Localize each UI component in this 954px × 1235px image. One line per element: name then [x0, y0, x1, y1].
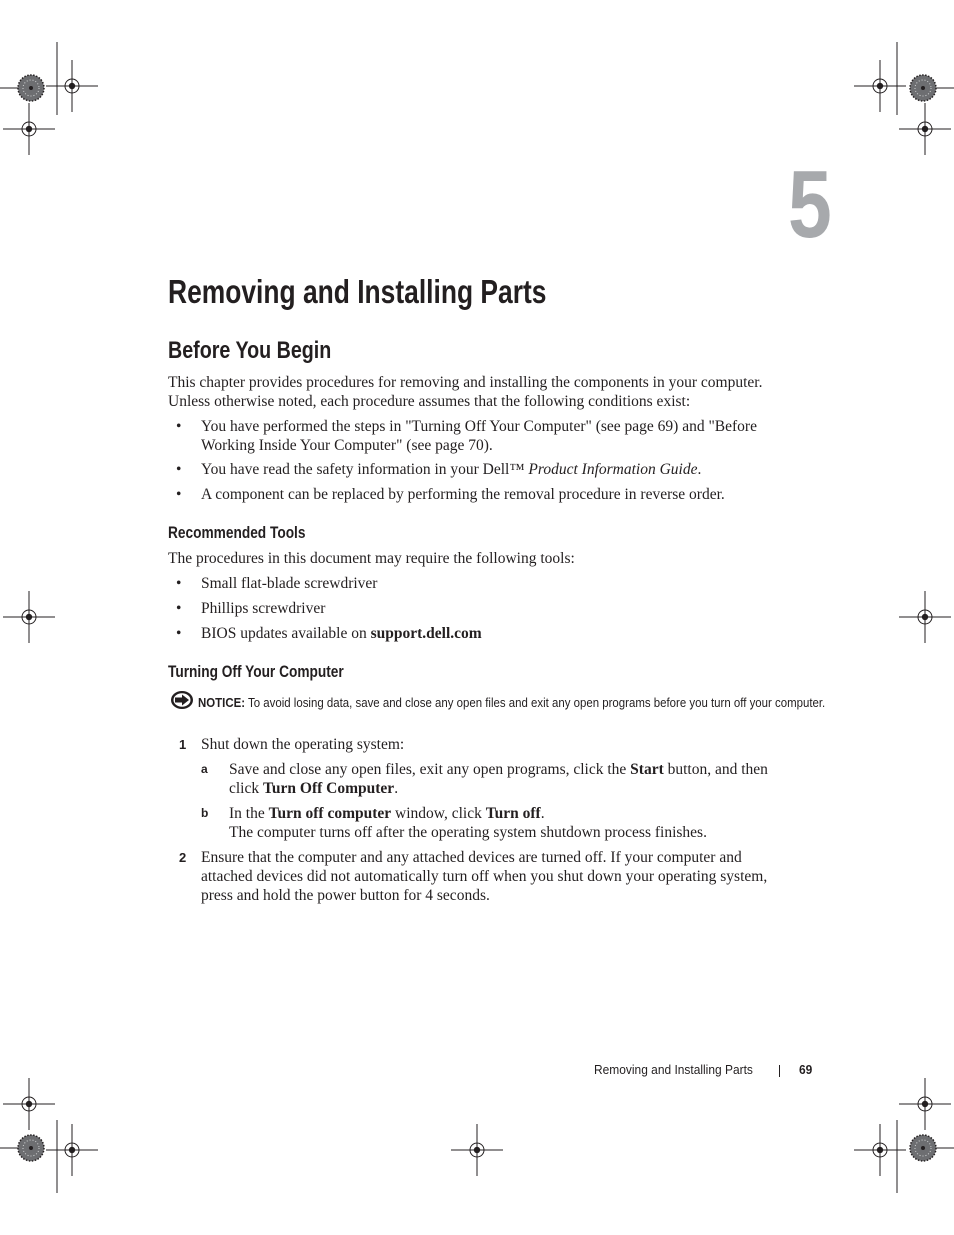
turn-off-computer-label: Turn Off Computer: [263, 780, 395, 797]
turn-off-computer-window-label: Turn off computer: [268, 805, 392, 822]
tools-intro: The procedures in this document may require the following tools:: [168, 550, 575, 567]
bullet-icon: •: [176, 418, 182, 435]
list-item-text: Phillips screwdriver: [201, 600, 326, 617]
crop-marks-mid-right: [899, 591, 951, 643]
step-text: Ensure that the computer and any attached devices are turned off. If your computer and attached devices did not automatically turn off when you shut down your operating system, press and hold the power button for 4 seconds.: [201, 849, 768, 904]
shutdown-heading: Turning Off Your Computer: [168, 663, 344, 681]
list-item-text: Small flat-blade screwdriver: [201, 575, 378, 592]
substep-letter: b: [201, 806, 209, 820]
section-heading: Before You Begin: [168, 337, 332, 364]
substep-text: In the Turn off computer window, click Turn off. The computer turns off after the operating system shutdown process finishes.: [229, 805, 707, 841]
bullet-icon: •: [176, 461, 182, 478]
substep-text: Save and close any open files, exit any open programs, click the Start button, and then click Turn Off Computer.: [229, 761, 768, 797]
list-item-text: A component can be replaced by performing the removal procedure in reverse order.: [201, 486, 725, 503]
crop-marks-bottom-center: [451, 1124, 503, 1176]
chapter-number: 5: [788, 151, 831, 258]
footer-divider: [779, 1065, 780, 1077]
step-text: Shut down the operating system:: [201, 736, 405, 753]
list-item-text: You have performed the steps in "Turning Off Your Computer" (see page 69) and "Before Working Inside Your Computer" (see page 70).: [201, 418, 757, 454]
chapter-title: Removing and Installing Parts: [168, 273, 547, 310]
crop-marks-mid-left: [3, 591, 55, 643]
section-intro: This chapter provides procedures for removing and installing the components in your computer. Unless otherwise noted, each procedure assumes that the following conditions exist:: [168, 374, 763, 410]
step-number: 1: [179, 737, 187, 752]
start-button-label: Start: [630, 761, 664, 778]
list-item-text: You have read the safety information in your Dell™ Product Information Guide.: [201, 461, 702, 478]
notice-text: NOTICE: To avoid losing data, save and close any open files and exit any open programs before you turn off your computer.: [198, 695, 826, 710]
bullet-icon: •: [176, 625, 182, 642]
step-number: 2: [179, 850, 187, 865]
substep-note: The computer turns off after the operating system shutdown process finishes.: [229, 824, 707, 841]
support-link[interactable]: support.dell.com: [370, 625, 482, 642]
crop-marks-top-left: [0, 42, 98, 155]
crop-marks-top-right: [854, 42, 954, 155]
guide-title: Product Information Guide: [528, 461, 698, 478]
bullet-icon: •: [176, 486, 182, 503]
crop-marks-bottom-left: [0, 1078, 98, 1193]
notice-label: NOTICE:: [198, 695, 246, 710]
bullet-icon: •: [176, 600, 182, 617]
substep-letter: a: [201, 762, 208, 776]
bullet-icon: •: [176, 575, 182, 592]
list-item-text: BIOS updates available on support.dell.com: [201, 625, 482, 642]
page-number: 69: [799, 1062, 813, 1077]
turn-off-label: Turn off: [485, 805, 541, 822]
notice-arrow-icon: [170, 690, 194, 710]
crop-marks-bottom-right: [854, 1078, 954, 1193]
footer-title: Removing and Installing Parts: [594, 1062, 753, 1077]
tools-heading: Recommended Tools: [168, 524, 306, 542]
